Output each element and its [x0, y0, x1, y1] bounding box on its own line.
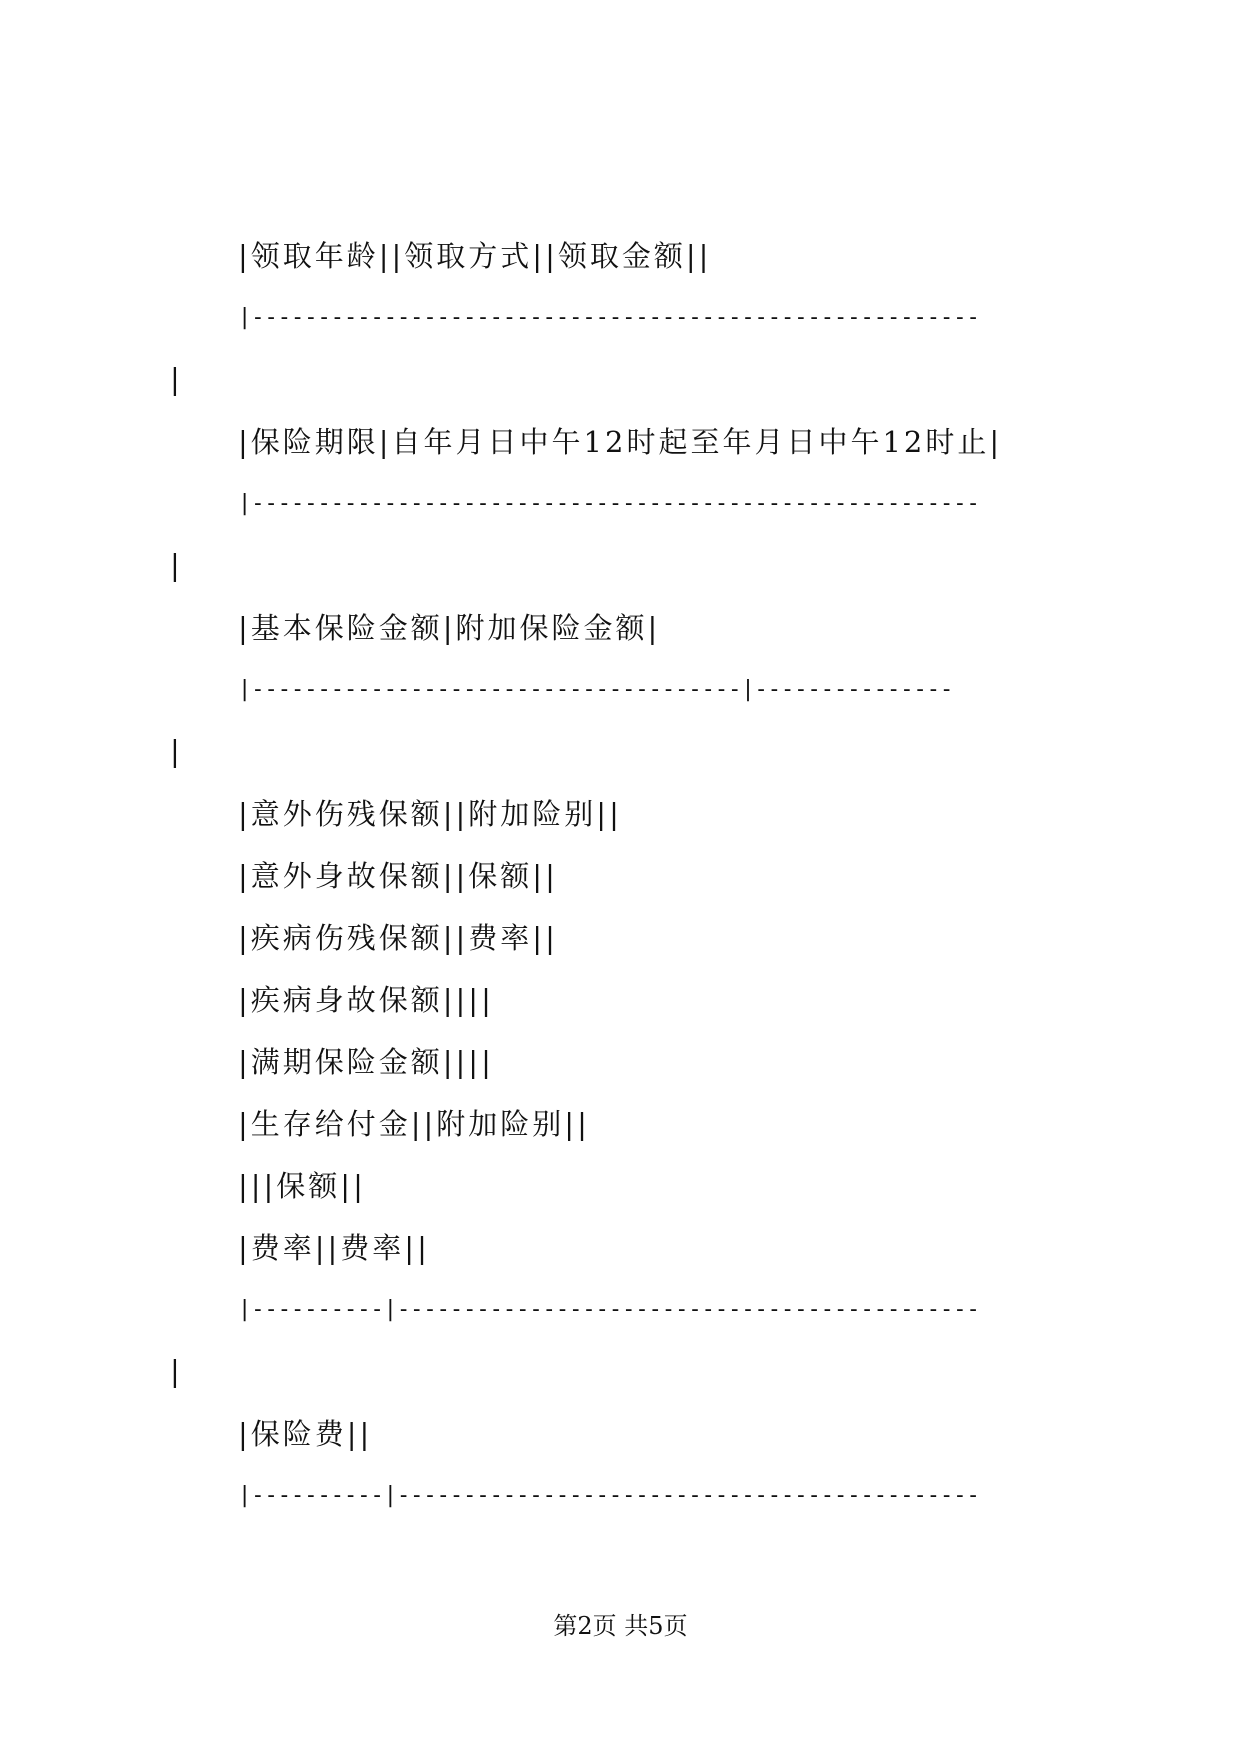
row-insurance-period: |保险期限|自年月日中午12时起至年月日中午12时止| — [238, 425, 1003, 459]
row-maturity-benefit: |满期保险金额|||| — [238, 1045, 494, 1079]
page-footer: 第2页 共5页 — [553, 1612, 688, 1640]
row-survival-benefit: |生存给付金||附加险别|| — [238, 1107, 590, 1141]
row-collection-headers: |领取年龄||领取方式||领取金额|| — [238, 239, 712, 273]
table-separator: |------------------------------------------------------- — [238, 491, 980, 516]
table-separator: |-------------------------------------|--------------- — [238, 677, 954, 702]
row-illness-disability: |疾病伤残保额||费率|| — [238, 921, 558, 955]
table-separator: |----------|-------------------------------------------- — [238, 1297, 980, 1322]
table-separator: |----------|-------------------------------------------- — [238, 1483, 980, 1508]
table-border-fragment: | — [170, 362, 183, 396]
row-rider-amount: |||保额|| — [238, 1169, 366, 1203]
table-separator: |------------------------------------------------------- — [238, 305, 980, 330]
row-illness-death: |疾病身故保额|||| — [238, 983, 494, 1017]
row-sum-insured-headers: |基本保险金额|附加保险金额| — [238, 611, 661, 645]
table-border-fragment: | — [170, 548, 183, 582]
row-rates: |费率||费率|| — [238, 1231, 430, 1265]
table-border-fragment: | — [170, 1354, 183, 1388]
row-accident-death: |意外身故保额||保额|| — [238, 859, 558, 893]
row-premium: |保险费|| — [238, 1417, 373, 1451]
table-border-fragment: | — [170, 734, 183, 768]
row-accident-disability: |意外伤残保额||附加险别|| — [238, 797, 622, 831]
